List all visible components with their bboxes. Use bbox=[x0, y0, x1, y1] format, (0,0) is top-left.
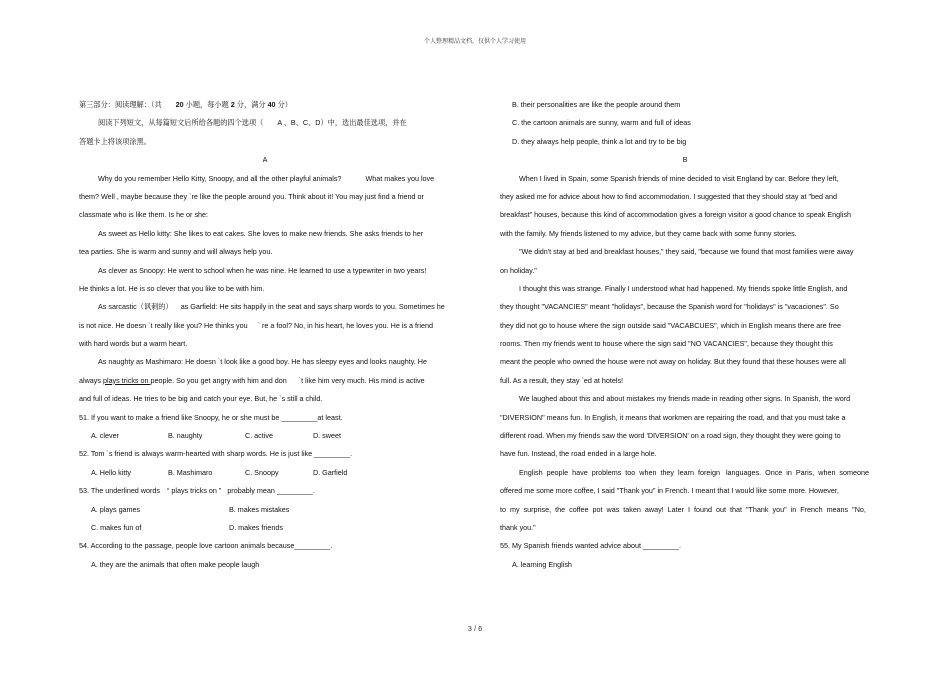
passage-b-line: meant the people who owned the house were not away on holiday. But they found that these houses were all bbox=[500, 357, 846, 367]
passage-a-line: tea parties. She is warm and sunny and will always help you. bbox=[79, 247, 273, 257]
passage-a-line: As naughty as Mashimaro: He doesn `t look like a good boy. He has sleepy eyes and looks naughty. He bbox=[98, 357, 427, 367]
passage-b-line: rooms. Then my friends went to house where the sign said "NO VACANCIES", because they thought this bbox=[500, 339, 833, 349]
question-55-option-a: A. learning English bbox=[512, 559, 572, 569]
passage-b-line: have fun. Instead, the road ended in a large hole. bbox=[500, 449, 657, 459]
passage-label-a: A bbox=[262, 155, 268, 165]
passage-a-line: He thinks a lot. He is so clever that you like to be with him. bbox=[79, 283, 265, 293]
question-53-options: C. makes fun of D. makes friends bbox=[91, 522, 283, 532]
instructions-line-1: 阅读下列短文，从每篇短文后所给各题的四个选项（ A 、B、C、D）中，选出最佳选项，并在 bbox=[98, 118, 407, 128]
question-51-options: A. clever B. naughty C. active D. sweet bbox=[91, 431, 341, 441]
page-header: 个人整理精品文档，仅供个人学习使用 bbox=[423, 39, 526, 45]
passage-a-line: with hard words but a warm heart. bbox=[79, 339, 188, 349]
passage-b-line: When I lived in Spain, some Spanish friends of mine decided to visit England by car. Before they left, bbox=[519, 173, 839, 183]
underlined-phrase: plays tricks on bbox=[102, 375, 151, 385]
passage-b-line: "DIVERSION" means fun. In English, it means that workmen are repairing the road, and that you must take a bbox=[500, 412, 846, 422]
passage-b-line: different road. When my friends saw the word 'DIVERSION' on a road sign, they thought they were going to bbox=[500, 431, 841, 441]
passage-b-line: they did not go to house where the sign outside said "VACABCUES", which in English means there are free bbox=[500, 320, 841, 330]
right-column bbox=[500, 101, 870, 579]
passage-b-line: to my surprise, the coffee pot was taken away! Later I found out that "Thank you" in French means "No, bbox=[500, 504, 866, 514]
question-55: 55. My Spanish friends wanted advice about _________. bbox=[500, 541, 682, 551]
passage-a-line: and full of ideas. He tries to be big and catch your eye. But, he `s still a child. bbox=[79, 394, 323, 404]
passage-b-line: with the family. My friends listened to my advice, but they came back with some funny stories. bbox=[500, 228, 797, 238]
question-52: 52. Tom `s friend is always warm-hearted with sharp words. He is just like _________. bbox=[79, 449, 353, 459]
question-54-option-b: B. their personalities are like the people around them bbox=[512, 100, 681, 109]
passage-a-line: As clever as Snoopy: He went to school when he was nine. He learned to use a typewriter in two years! bbox=[98, 265, 427, 275]
page-number: 3 / 6 bbox=[467, 624, 483, 633]
passage-b-line: on holiday." bbox=[500, 265, 537, 275]
passage-label-b: B bbox=[682, 155, 688, 165]
question-53: 53. The underlined words “ plays tricks on ” probably mean _________. bbox=[79, 486, 315, 496]
passage-a-line: classmate who is like them. Is he or she: bbox=[79, 210, 209, 220]
passage-a-line: always plays tricks on people. So you get angry with him and don `t like him very much. His mind is active bbox=[79, 375, 425, 385]
passage-b-line: breakfast" houses, because this kind of accommodation gives a foreign visitor a good chance to speak English bbox=[500, 210, 851, 220]
passage-a-line: them? Well , maybe because they `re like the people around you. Think about it! You may just find a friend or bbox=[79, 191, 424, 201]
question-52-options: A. Hello kitty B. Mashimaro C. Snoopy D. Garfield bbox=[91, 467, 348, 477]
question-53-options: A. plays games B. makes mistakes bbox=[91, 504, 290, 514]
passage-b-line: I thought this was strange. Finally I understood what had happened. My friends spoke little English, and bbox=[519, 283, 848, 293]
passage-a-line: is not nice. He doesn `t really like you? He thinks you ` re a fool? No, in his heart, he loves you. He is a friend bbox=[79, 320, 433, 330]
passage-a-line: As sarcastic（讽刺的） as Garfield: He sits happily in the seat and says sharp words to you. Sometimes he bbox=[98, 302, 445, 312]
passage-b-line: offered me some more coffee, I said "Thank you" in French. I meant that I would like some more. However, bbox=[500, 486, 839, 496]
question-54-option-c: C. the cartoon animals are sunny, warm and full of ideas bbox=[512, 118, 691, 128]
passage-b-line: full. As a result, they stay `ed at hotels! bbox=[500, 375, 624, 385]
question-51: 51. If you want to make a friend like Snoopy, he or she must be _________at least. bbox=[79, 412, 343, 422]
passage-b-line: they thought "VACANCIES" meant "holidays", because the Spanish word for "holidays" is "vacaciones". So bbox=[500, 302, 839, 312]
passage-b-line: "We didn't stay at bed and breakfast houses," they said, "because we found that most families were away bbox=[519, 247, 854, 257]
question-54: 54. According to the passage, people love cartoon animals because_________. bbox=[79, 541, 333, 551]
passage-b-line: they asked me for advice about how to find accommodation. I suggested that they should stay at "bed and bbox=[500, 191, 837, 201]
passage-a-line: As sweet as Hello kitty: She likes to eat cakes. She loves to make new friends. She asks friends to her bbox=[98, 228, 424, 238]
passage-a-line: Why do you remember Hello Kitty, Snoopy, and all the other playful animals? What makes you love bbox=[98, 173, 435, 183]
section-title: 第三部分：阅读理解：（共 20 小题，每小题 2 分，满分 40 分） bbox=[79, 100, 292, 109]
passage-b-line: English people have problems too when they learn foreign languages. Once in Paris, when someone bbox=[519, 467, 869, 477]
question-54-option-a: A. they are the animals that often make people laugh bbox=[91, 559, 260, 569]
left-column bbox=[79, 101, 451, 579]
passage-b-line: thank you." bbox=[500, 522, 536, 532]
instructions-line-2: 答题卡上将该项涂黑。 bbox=[79, 136, 151, 146]
passage-b-line: We laughed about this and about mistakes my friends made in reading other signs. In Spanish, the word bbox=[519, 394, 851, 404]
question-54-option-d: D. they always help people, think a lot and try to be big bbox=[512, 136, 687, 146]
